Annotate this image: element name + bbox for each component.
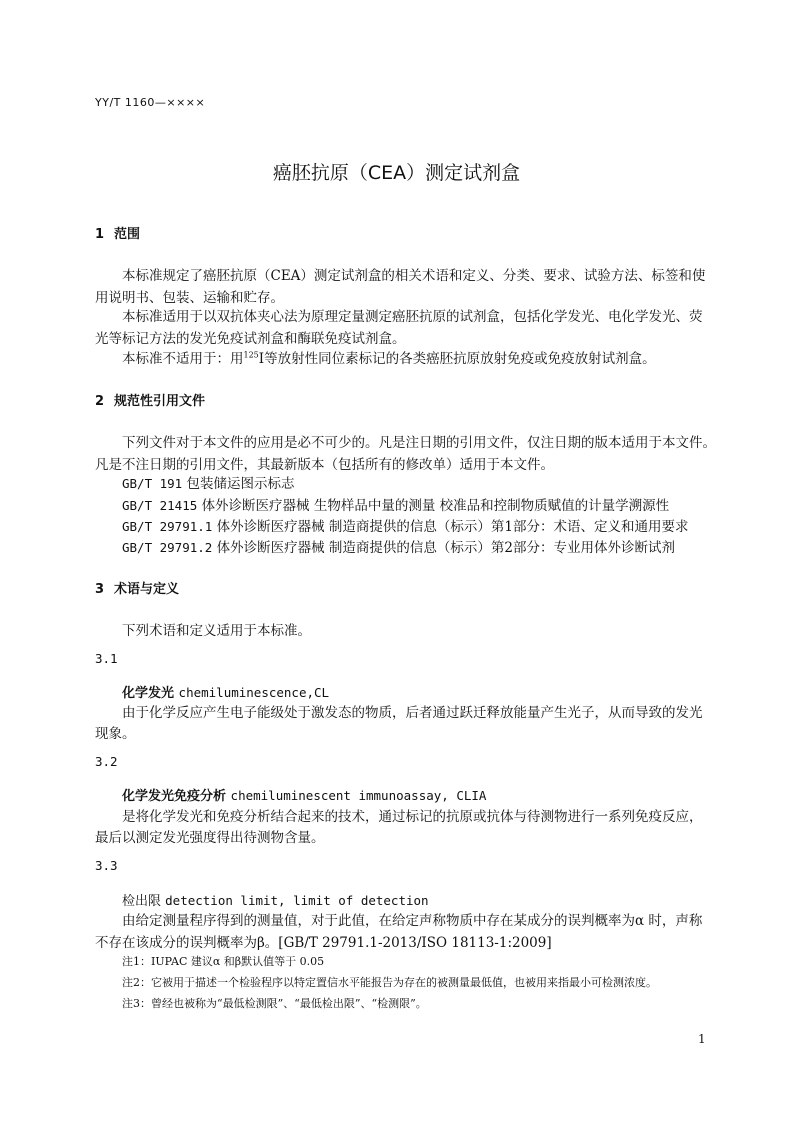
definition-line: 由给定测量程序得到的测量值，对于此值，在给定声称物质中存在某成分的误判概率为α 时，声称: [122, 913, 703, 929]
reference-title: 体外诊断医疗器械 生物样品中量的测量 校准品和控制物质赋值的计量学溯源性: [201, 498, 670, 514]
term-heading: [122, 890, 429, 909]
definition-line: 最后以测定发光强度得出待测物含量。: [95, 830, 325, 846]
paragraph-line: 光等标记方法的发光免疫试剂盒和酶联免疫试剂盒。: [95, 331, 406, 347]
text-run: I等放射性同位素标记的各类癌胚抗原放射免疫或免疫放射试剂盒。: [258, 351, 656, 367]
reference-code: GB/T 21415: [122, 498, 198, 513]
paragraph-line: 用说明书、包装、运输和贮存。: [95, 290, 284, 306]
superscript: 125: [243, 350, 259, 360]
section-title: 范围: [114, 227, 141, 242]
paragraph-line: 下列文件对于本文件的应用是必不可少的。凡是注日期的引用文件，仅注日期的版本适用于本文件。: [122, 435, 716, 451]
reference-item: [122, 472, 295, 492]
term-zh: 化学发光: [122, 686, 175, 701]
reference-code: GB/T 191: [122, 476, 183, 491]
paragraph-line: [122, 347, 656, 367]
note: 注3：曾经也被称为“最低检测限”、“最低检出限”、“检测限”。: [122, 997, 427, 1010]
paragraph-line: 下列术语和定义适用于本标准。: [122, 623, 311, 639]
term-en: chemiluminescence,CL: [178, 685, 330, 700]
section-number: 2: [95, 394, 105, 409]
reference-title: 包装储运图示标志: [186, 476, 295, 492]
subsection-number: 3.1: [95, 651, 118, 666]
reference-code: GB/T 29791.1: [122, 519, 213, 534]
term-en: detection limit, limit of detection: [165, 893, 429, 908]
definition-line: 由于化学反应产生电子能级处于激发态的物质，后者通过跃迁释放能量产生光子，从而导致的发光: [122, 705, 703, 721]
section-1-heading: [95, 223, 140, 242]
reference-code: GB/T 29791.2: [122, 540, 213, 555]
reference-title: 体外诊断医疗器械 制造商提供的信息（标示）第1部分：术语、定义和通用要求: [216, 519, 689, 535]
subsection-number: 3.2: [95, 754, 118, 769]
definition-line: 现象。: [95, 726, 136, 742]
term-heading: [122, 682, 329, 701]
section-number: 1: [95, 227, 105, 242]
note: 注2：它被用于描述一个检验程序以特定置信水平能报告为存在的被测量最低值，也被用来指最小可检测浓度。: [122, 976, 657, 989]
paragraph-line: 本标准适用于以双抗体夹心法为原理定量测定癌胚抗原的试剂盒，包括化学发光、电化学发光、荧: [122, 309, 703, 325]
reference-item: [122, 515, 689, 535]
term-zh: 检出限: [122, 894, 162, 909]
page-number: 1: [698, 1032, 706, 1046]
reference-item: [122, 494, 669, 514]
term-heading: [122, 785, 486, 804]
term-zh: 化学发光免疫分析: [122, 789, 227, 804]
paragraph-line: 凡是不注日期的引用文件，其最新版本（包括所有的修改单）适用于本文件。: [95, 457, 554, 473]
document-code: YY/T 1160—××××: [95, 96, 206, 109]
term-en: chemiluminescent immunoassay, CLIA: [230, 788, 487, 803]
note: 注1：IUPAC 建议α 和β默认值等于 0.05: [122, 955, 325, 968]
paragraph-line: 本标准规定了癌胚抗原（CEA）测定试剂盒的相关术语和定义、分类、要求、试验方法、标签和使: [122, 268, 706, 284]
section-title: 术语与定义: [114, 582, 180, 597]
section-number: 3: [95, 582, 105, 597]
subsection-number: 3.3: [95, 858, 118, 873]
section-3-heading: [95, 578, 179, 597]
definition-line: 是将化学发光和免疫分析结合起来的技术，通过标记的抗原或抗体与待测物进行一系列免疫反应，: [122, 809, 703, 825]
reference-title: 体外诊断医疗器械 制造商提供的信息（标示）第2部分：专业用体外诊断试剂: [216, 540, 675, 556]
text-run: 本标准不适用于：用: [122, 351, 244, 367]
section-2-heading: [95, 390, 205, 409]
section-title: 规范性引用文件: [114, 394, 206, 409]
document-title: 癌胚抗原（CEA）测定试剂盒: [272, 162, 521, 184]
reference-item: [122, 536, 675, 556]
definition-line: 不存在该成分的误判概率为β。[GB/T 29791.1-2013/ISO 18113-1:2009]: [95, 935, 552, 951]
